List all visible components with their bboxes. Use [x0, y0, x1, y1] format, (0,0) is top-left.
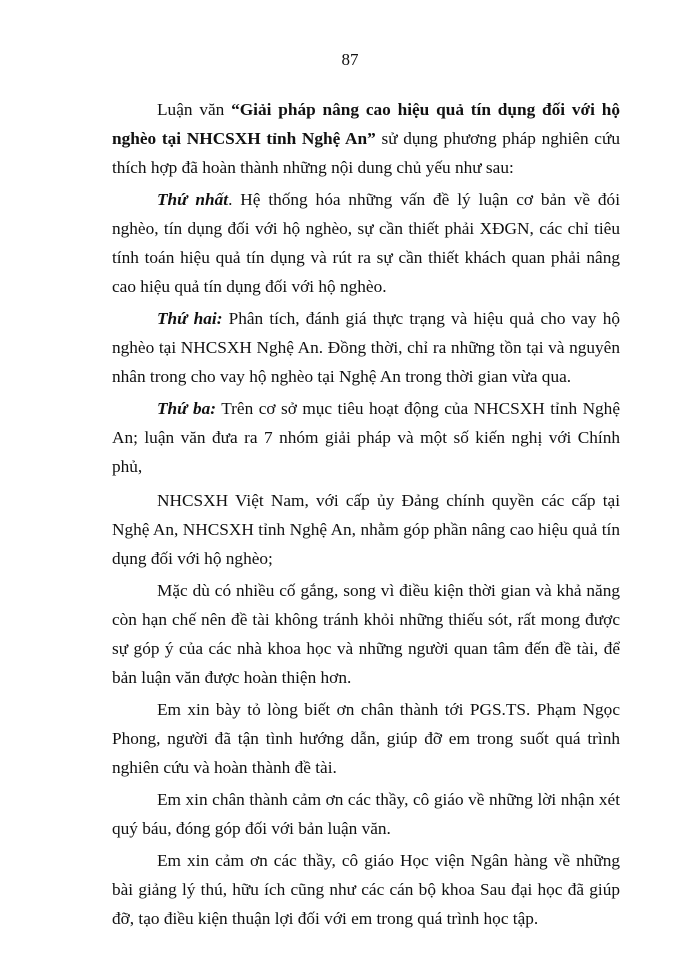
- paragraph-first: [112, 185, 620, 301]
- third-label: Thứ ba:: [157, 399, 217, 418]
- thesis-title: “Giải pháp nâng cao hiệu quả tín dụng đối với hộ nghèo tại NHCSXH tỉnh Nghệ An”: [112, 100, 620, 148]
- third-text: Trên cơ sở mục tiêu hoạt động của NHCSXH tỉnh Nghệ An; luận văn đưa ra 7 nhóm giải pháp và một số kiến nghị với Chính phủ,: [112, 399, 620, 476]
- first-label: Thứ nhất: [157, 190, 229, 209]
- first-text: . Hệ thống hóa những vấn đề lý luận cơ bản về đói nghèo, tín dụng đối với hộ nghèo, sự cần thiết phải XĐGN, các chỉ tiêu tính toán hiệu quả tín dụng và rút ra sự cần thiết khách quan phải nâng cao hiệu quả tín dụng đối với hộ nghèo.: [112, 190, 620, 296]
- document-body: [112, 95, 620, 936]
- paragraph-second: [112, 304, 620, 391]
- page-number: 87: [341, 50, 359, 69]
- paragraph-thanks-teachers: Em xin chân thành cảm ơn các thầy, cô giáo về những lời nhận xét quý báu, đóng góp đối với bản luận văn.: [112, 790, 620, 838]
- intro-lead: Luận văn: [157, 100, 232, 119]
- paragraph-thanks-academy: Em xin cảm ơn các thầy, cô giáo Học viện Ngân hàng về những bài giảng lý thú, hữu ích cũng như các cán bộ khoa Sau đại học đã giúp đỡ, tạo điều kiện thuận lợi đối với em trong quá trình học tập.: [112, 851, 620, 928]
- paragraph-limitations: Mặc dù có nhiều cố gắng, song vì điều kiện thời gian và khả năng còn hạn chế nên đề tài không tránh khỏi những thiếu sót, rất mong được sự góp ý của các nhà khoa học và những người quan tâm đến đề tài, để bản luận văn được hoàn thiện hơn.: [112, 581, 620, 687]
- paragraph-third: [112, 394, 620, 481]
- intro-rest: sử dụng phương pháp nghiên cứu thích hợp đã hoàn thành những nội dung chủ yếu như sau:: [112, 129, 620, 177]
- paragraph-intro: [112, 95, 620, 182]
- second-label: Thứ hai:: [157, 309, 223, 328]
- paragraph-third-continued: NHCSXH Việt Nam, với cấp ủy Đảng chính quyền các cấp tại Nghệ An, NHCSXH tỉnh Nghệ An, nhằm góp phần nâng cao hiệu quả tín dụng đối với hộ nghèo;: [112, 491, 620, 568]
- second-text: Phân tích, đánh giá thực trạng và hiệu quả cho vay hộ nghèo tại NHCSXH Nghệ An. Đồng thời, chỉ ra những tồn tại và nguyên nhân trong cho vay hộ nghèo tại Nghệ An trong thời gian vừa qua.: [112, 309, 620, 386]
- paragraph-thanks-supervisor: Em xin bày tỏ lòng biết ơn chân thành tới PGS.TS. Phạm Ngọc Phong, người đã tận tình hướng dẫn, giúp đỡ em trong suốt quá trình nghiên cứu và hoàn thành đề tài.: [112, 700, 620, 777]
